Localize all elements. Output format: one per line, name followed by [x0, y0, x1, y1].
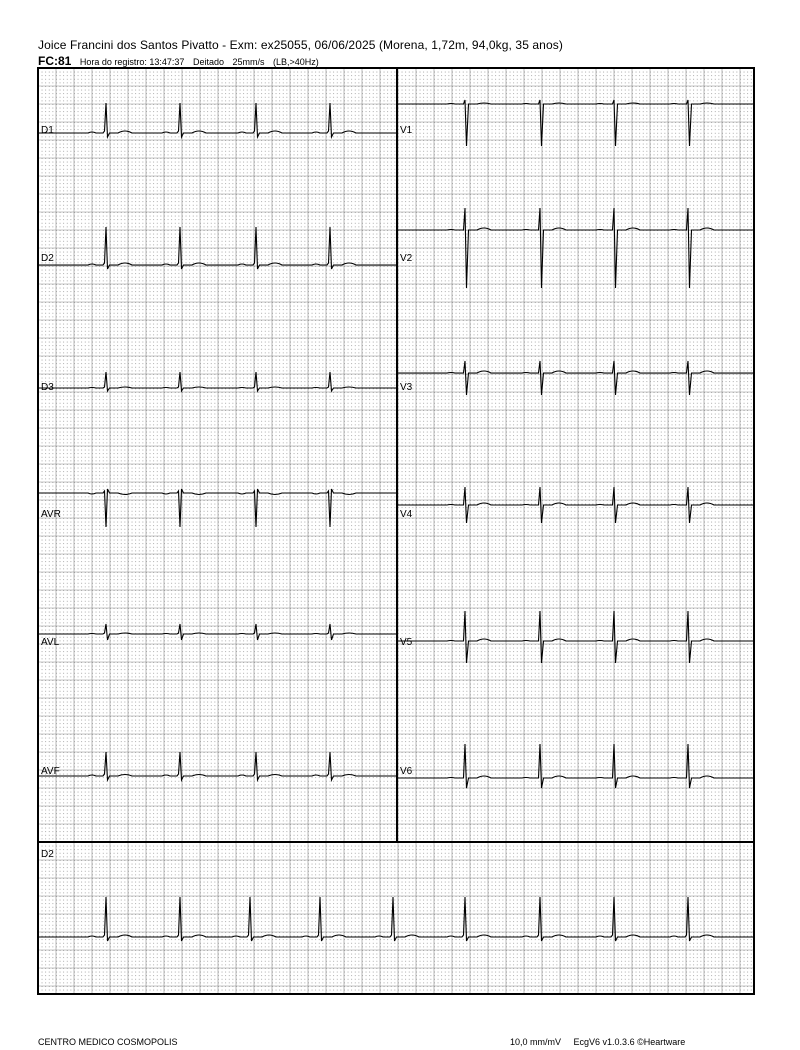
software-version: EcgV6 v1.0.3.6 ©Heartware — [573, 1037, 686, 1047]
footer-info — [510, 1037, 695, 1047]
lead-label-v6: V6 — [400, 766, 413, 777]
lead-label-v1: V1 — [400, 125, 413, 136]
lead-label-avr: AVR — [41, 509, 61, 520]
lead-label-v4: V4 — [400, 509, 413, 520]
patient-position: Deitado — [192, 57, 224, 67]
heart-rate: FC:81 — [38, 54, 72, 68]
lead-label-v3: V3 — [400, 382, 413, 393]
lead-label-avf: AVF — [41, 766, 60, 777]
record-time: Hora do registro: 13:47:37 — [79, 57, 185, 67]
paper-speed: 25mm/s — [232, 57, 265, 67]
lead-label-d1: D1 — [41, 125, 54, 136]
clinic-name: CENTRO MEDICO COSMOPOLIS — [38, 1037, 178, 1047]
lead-label-d3: D3 — [41, 382, 54, 393]
lead-label-avl: AVL — [41, 637, 60, 648]
filter-setting: (LB,>40Hz) — [273, 57, 319, 67]
gain-setting: 10,0 mm/mV — [510, 1037, 562, 1047]
lead-label-v2: V2 — [400, 253, 413, 264]
patient-header: Joice Francini dos Santos Pivatto - Exm: ex25055, 06/06/2025 (Morena, 1,72m, 94,0kg, 35 anos) — [38, 38, 563, 52]
lead-label-d2: D2 — [41, 253, 54, 264]
lead-label-rhythm: D2 — [41, 849, 54, 860]
lead-label-v5: V5 — [400, 637, 413, 648]
